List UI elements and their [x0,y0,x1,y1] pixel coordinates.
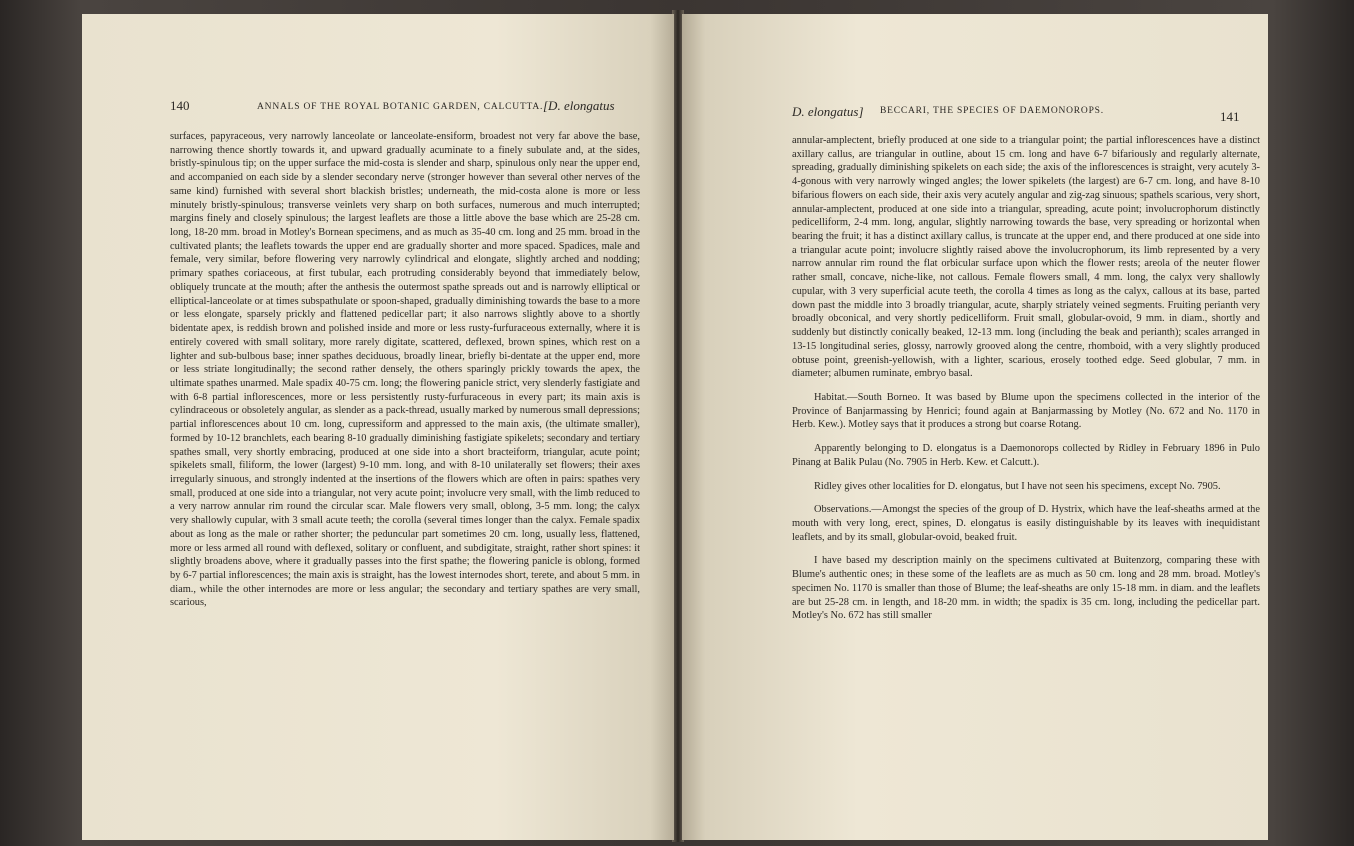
running-genus-left: [D. elongatus [543,98,615,113]
right-paragraph-ridley-localities: Ridley gives other localities for D. elongatus, but I have not seen his specimens, except No. 7905. [814,480,1221,492]
left-paragraph: surfaces, papyraceous, very narrowly lanceolate or lanceolate-ensiform, broadest not very far above the base, narrowing thence shortly towards it, and upward gradually acuminate to a finely subulate and, at the sides, bristly-spinulous tip; on the upper surface the mid-costa is slender and sharp, spinulous only near the upper end, and accompanied on each side by a slender secondary nerve (stronger however than several other nerves of the same kind) furnished with several short blackish bristles; underneath, the mid-costa alone is more or less minutely bristly-spinulous; transverse veinlets very sharp on both surfaces, numerous and much interrupted; margins finely and closely spinulous; the largest leaflets are those a little above the base which are 25-28 cm. long, 18-20 mm. broad in Motley's Bornean specimens, and as much as 35-40 cm. long and 25 mm. broad in the cultivated plants; the leaflets towards the upper end are gradually shorter and more spaced. Spadices, male and female, very similar, before flowering very narrowly cylindrical and elongate, slightly arched and nodding; primary spathes coriaceous, at first tubular, each protruding considerably beyond that immediately below, obliquely truncate at the mouth; after the anthesis the outermost spathe spreads out and is narrowly elliptical or elliptical-lanceolate or at times subspathulate or spoon-shaped, gradually diminishing towards the base to a more or less elongate, sparsely prickly and flattened pedicellar part; it also narrows slightly above to a shortly bidentate apex, is reddish brown and polished inside and more or less rusty-furfuraceous externally, where it is entirely covered with small solitary, more rarely digitate, scattered, deflexed, brown spines, which rest on a lighter and sub-bulbous base; inner spathes deciduous, broadly linear, briefly bi-dentate at the upper end, more or less striate longitudinally; the second rather densely, the others sparingly prickly towards the apex, the ultimate spathes unarmed. Male spadix 40-75 cm. long; the flowering panicle strict, very slenderly fastigiate and with 6-8 partial inflorescences, more or less persistently rusty-furfuraceous in every part; its main axis is cylindraceous or obsoletely angular, as slender as a pack-thread, usually marked by numerous small depressions; partial inflorescences about 10 cm. long, cupressiform and appressed to the main axis, (the ultimate smaller), formed by 10-12 branchlets, each bearing 8-10 gradually diminishing fastigiate spikelets; secondary and tertiary spathes small, very shortly embracing, produced at one side into a short bracteiform, triangular, acute point; spikelets small, filiform, the lower (largest) 9-10 mm. long, and with 8-10 unilaterally set flowers; their axes irregularly sinuous, and strongly indented at the insertions of the flowers which are often in pairs: spathes very small, produced at one side into a triangular, not very acute point; involucre very small, with the limb reduced to a very narrow annular rim round the circular scar. Male flowers very small, oblong, 3-5 mm. long; the calyx very shallowly cupular, with 3 small acute teeth; the corolla (several times longer than the calyx. Female spadix about as long as the male or rather shorter; the peduncular part sometimes 20 cm. long, usually less, flattened, more or less armed all round with deflexed, solitary or confluent, and subdigitate, straight, rather short spines: it slightly broadens above, where it gradually passes into the first spathe; the flowering panicle is oblong, formed by 6-7 partial inflorescences; the main axis is straight, has the lowest internodes short, terete, and about 5 mm. in diam., while the other internodes are more or less angular; the secondary and tertiary spathes are very small, scarious, [170,131,640,609]
left-body-text [170,130,640,730]
page-number-right: 141 [1220,109,1240,124]
right-paragraph-habitat: Habitat.—South Borneo. It was based by Blume upon the specimens collected in the interior of the Province of Banjarmassing by Henrici; found again at Banjarmassing by Motley (No. 672 and No. 1170 in Herb. Kew.). Motley says that it produces a strong but coarse Rotang. [792,391,1260,431]
right-paragraph-description-basis: I have based my description mainly on the specimens cultivated at Buitenzorg, comparing these with Blume's authentic ones; in these some of the leaflets are as much as 50 cm. long and 28 mm. broad. Motley's specimen No. 1170 is smaller than those of Blume; the leaf-sheaths are only 15-18 mm. in diam. and the leaflets are but 25-28 cm. in length, and 18-20 mm. in width; the spadix is 35 cm. long, including the pedicellar part. Motley's No. 672 has still smaller [792,555,1260,622]
right-paragraph-ridley-pinang: Apparently belonging to D. elongatus is a Daemonorops collected by Ridley in February 1896 in Pulo Pinang at Balik Pulau (No. 7905 in Herb. Kew. et Calcutt.). [792,443,1260,468]
right-paragraph-description: annular-amplectent, briefly produced at one side to a triangular point; the partial inflorescences have a distinct axillary callus, are triangular in outline, about 15 cm. long and have 6-7 bifariously and regularly alternate, spreading, gradually diminishing spikelets on each side; the axis of the inflorescences is straight, very acutely 3-4-gonous with very narrowly winged angles; the lower spikelets (the largest) are 6-7 cm. long, and have 8-10 bifarious flowers on each side, their axis very acutely angular and zig-zag sinuous; spathels scarious, very short, annular-amplectent, produced at one side into a triangular, spreading, acute point; involucrophorum distinctly pedicelliform, 2-4 mm. long, angular, slightly narrowing towards the base, very spreading or horizontal when bearing the fruit; it has a distinct axillary callus, is truncate at the upper end, and there produced at one side into a triangular acute point; involucre slightly raised above the involucrophorum, its limb represented by a very narrow annular rim round the flat orbicular surface upon which the flower rests; areola of the neuter flower rather small, concave, niche-like, not callous. Female flowers small, 4 mm. long, the calyx very shallowly cupular, with 3 very superficial acute teeth, the corolla 4 times as long as the calyx, callous at its base, parted down past the middle into 3 broadly triangular, acute, sharply striately veined segments. Fruiting perianth very broadly obconical, and very shortly pedicelliform. Fruit small, globular-ovoid, 9 mm. in diam., shortly and suddenly but distinctly conically beaked, 12-13 mm. long (including the beak and perianth); scales arranged in 13-15 longitudinal series, glossy, narrowly grooved along the centre, rhomboid, with a very slightly produced obtuse point, greenish-yellowish, with a lighter, scarious, erosely toothed edge. Seed globular, 7 mm. in diameter; albumen ruminate, embryo basal. [792,135,1260,380]
left-page [82,14,674,840]
running-title-right: BECCARI, THE SPECIES OF DAEMONOROPS. [880,106,1104,116]
right-page [682,14,1268,840]
right-body-text [792,134,1260,623]
running-genus-right: D. elongatus] [792,104,864,119]
running-title-left: ANNALS OF THE ROYAL BOTANIC GARDEN, CALCUTTA. [257,102,544,112]
right-paragraph-observations: Observations.—Amongst the species of the group of D. Hystrix, which have the leaf-sheaths armed at the mouth with very long, erect, spines, D. elongatus is easily distinguishable by its leaves with inequidistant leaflets, and by its small, globular-ovoid, beaked fruit. [792,504,1260,543]
page-number-left: 140 [170,98,190,113]
